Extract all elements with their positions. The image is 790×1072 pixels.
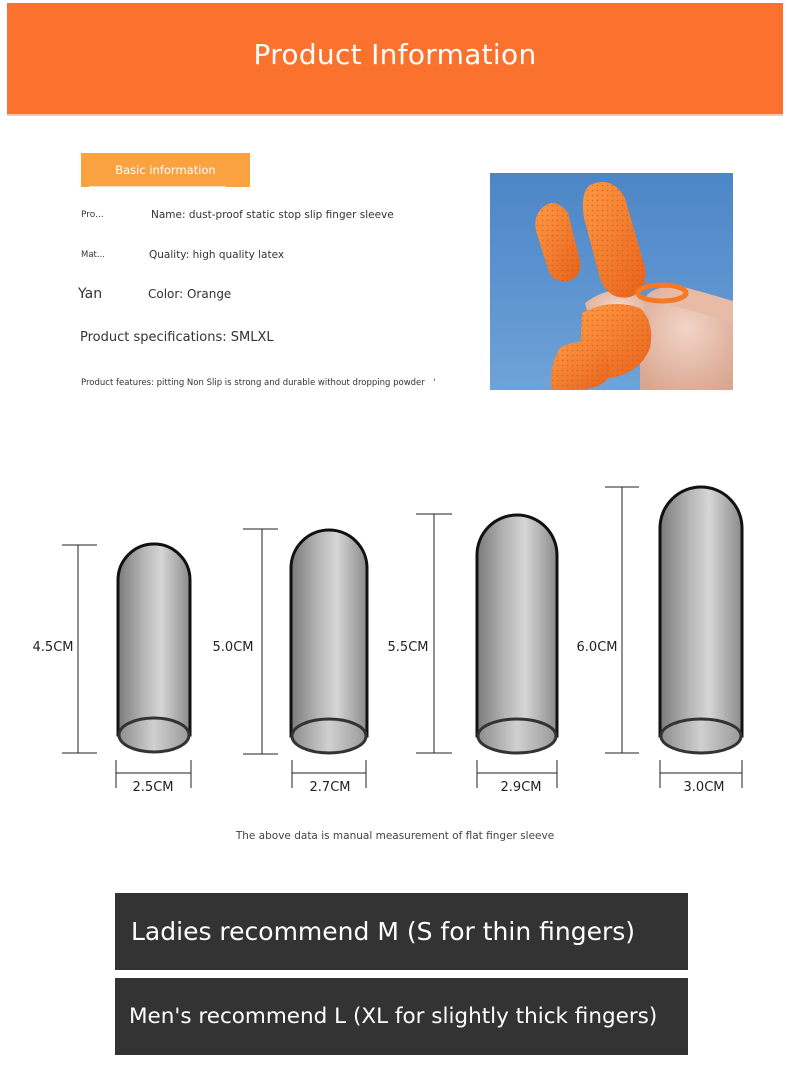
size-m-width: 2.7CM	[309, 780, 351, 795]
size-s-width: 2.5CM	[132, 780, 174, 795]
finger-sleeve-photo	[490, 173, 733, 390]
size-m-sleeve	[213, 529, 367, 795]
men-recommendation: Men's recommend L (XL for slightly thick fingers)	[115, 978, 688, 1055]
features-text: Product features: pitting Non Slip is strong and durable without dropping powder '	[81, 378, 436, 388]
specifications-text: Product specifications: SMLXL	[80, 330, 274, 345]
size-l-sleeve	[388, 514, 557, 795]
size-xl-length: 6.0CM	[576, 640, 618, 655]
page-title: Product Information	[253, 37, 537, 71]
basic-info-tab	[81, 153, 250, 187]
ladies-recommendation: Ladies recommend M (S for thin fingers)	[115, 893, 688, 970]
name-key: Pro...	[81, 210, 104, 220]
measurement-note: The above data is manual measurement of flat finger sleeve	[235, 830, 555, 842]
size-m-length: 5.0CM	[212, 640, 254, 655]
size-xl-width: 3.0CM	[683, 780, 725, 795]
size-l-length: 5.5CM	[387, 640, 429, 655]
header-banner	[7, 3, 783, 115]
size-l-width: 2.9CM	[500, 780, 542, 795]
material-key: Mat...	[81, 250, 105, 260]
size-s-length: 4.5CM	[32, 640, 74, 655]
product-photo	[490, 173, 733, 390]
name-value: Name: dust-proof static stop slip finger sleeve	[151, 209, 394, 221]
basic-info-tab-label: Basic information	[115, 163, 216, 177]
size-xl-sleeve	[577, 487, 742, 795]
size-diagram	[0, 460, 790, 820]
header-divider	[7, 114, 783, 116]
size-s-sleeve	[33, 544, 191, 795]
color-key: Yan	[78, 286, 103, 302]
material-value: Quality: high quality latex	[149, 249, 285, 261]
color-value: Color: Orange	[148, 287, 232, 301]
